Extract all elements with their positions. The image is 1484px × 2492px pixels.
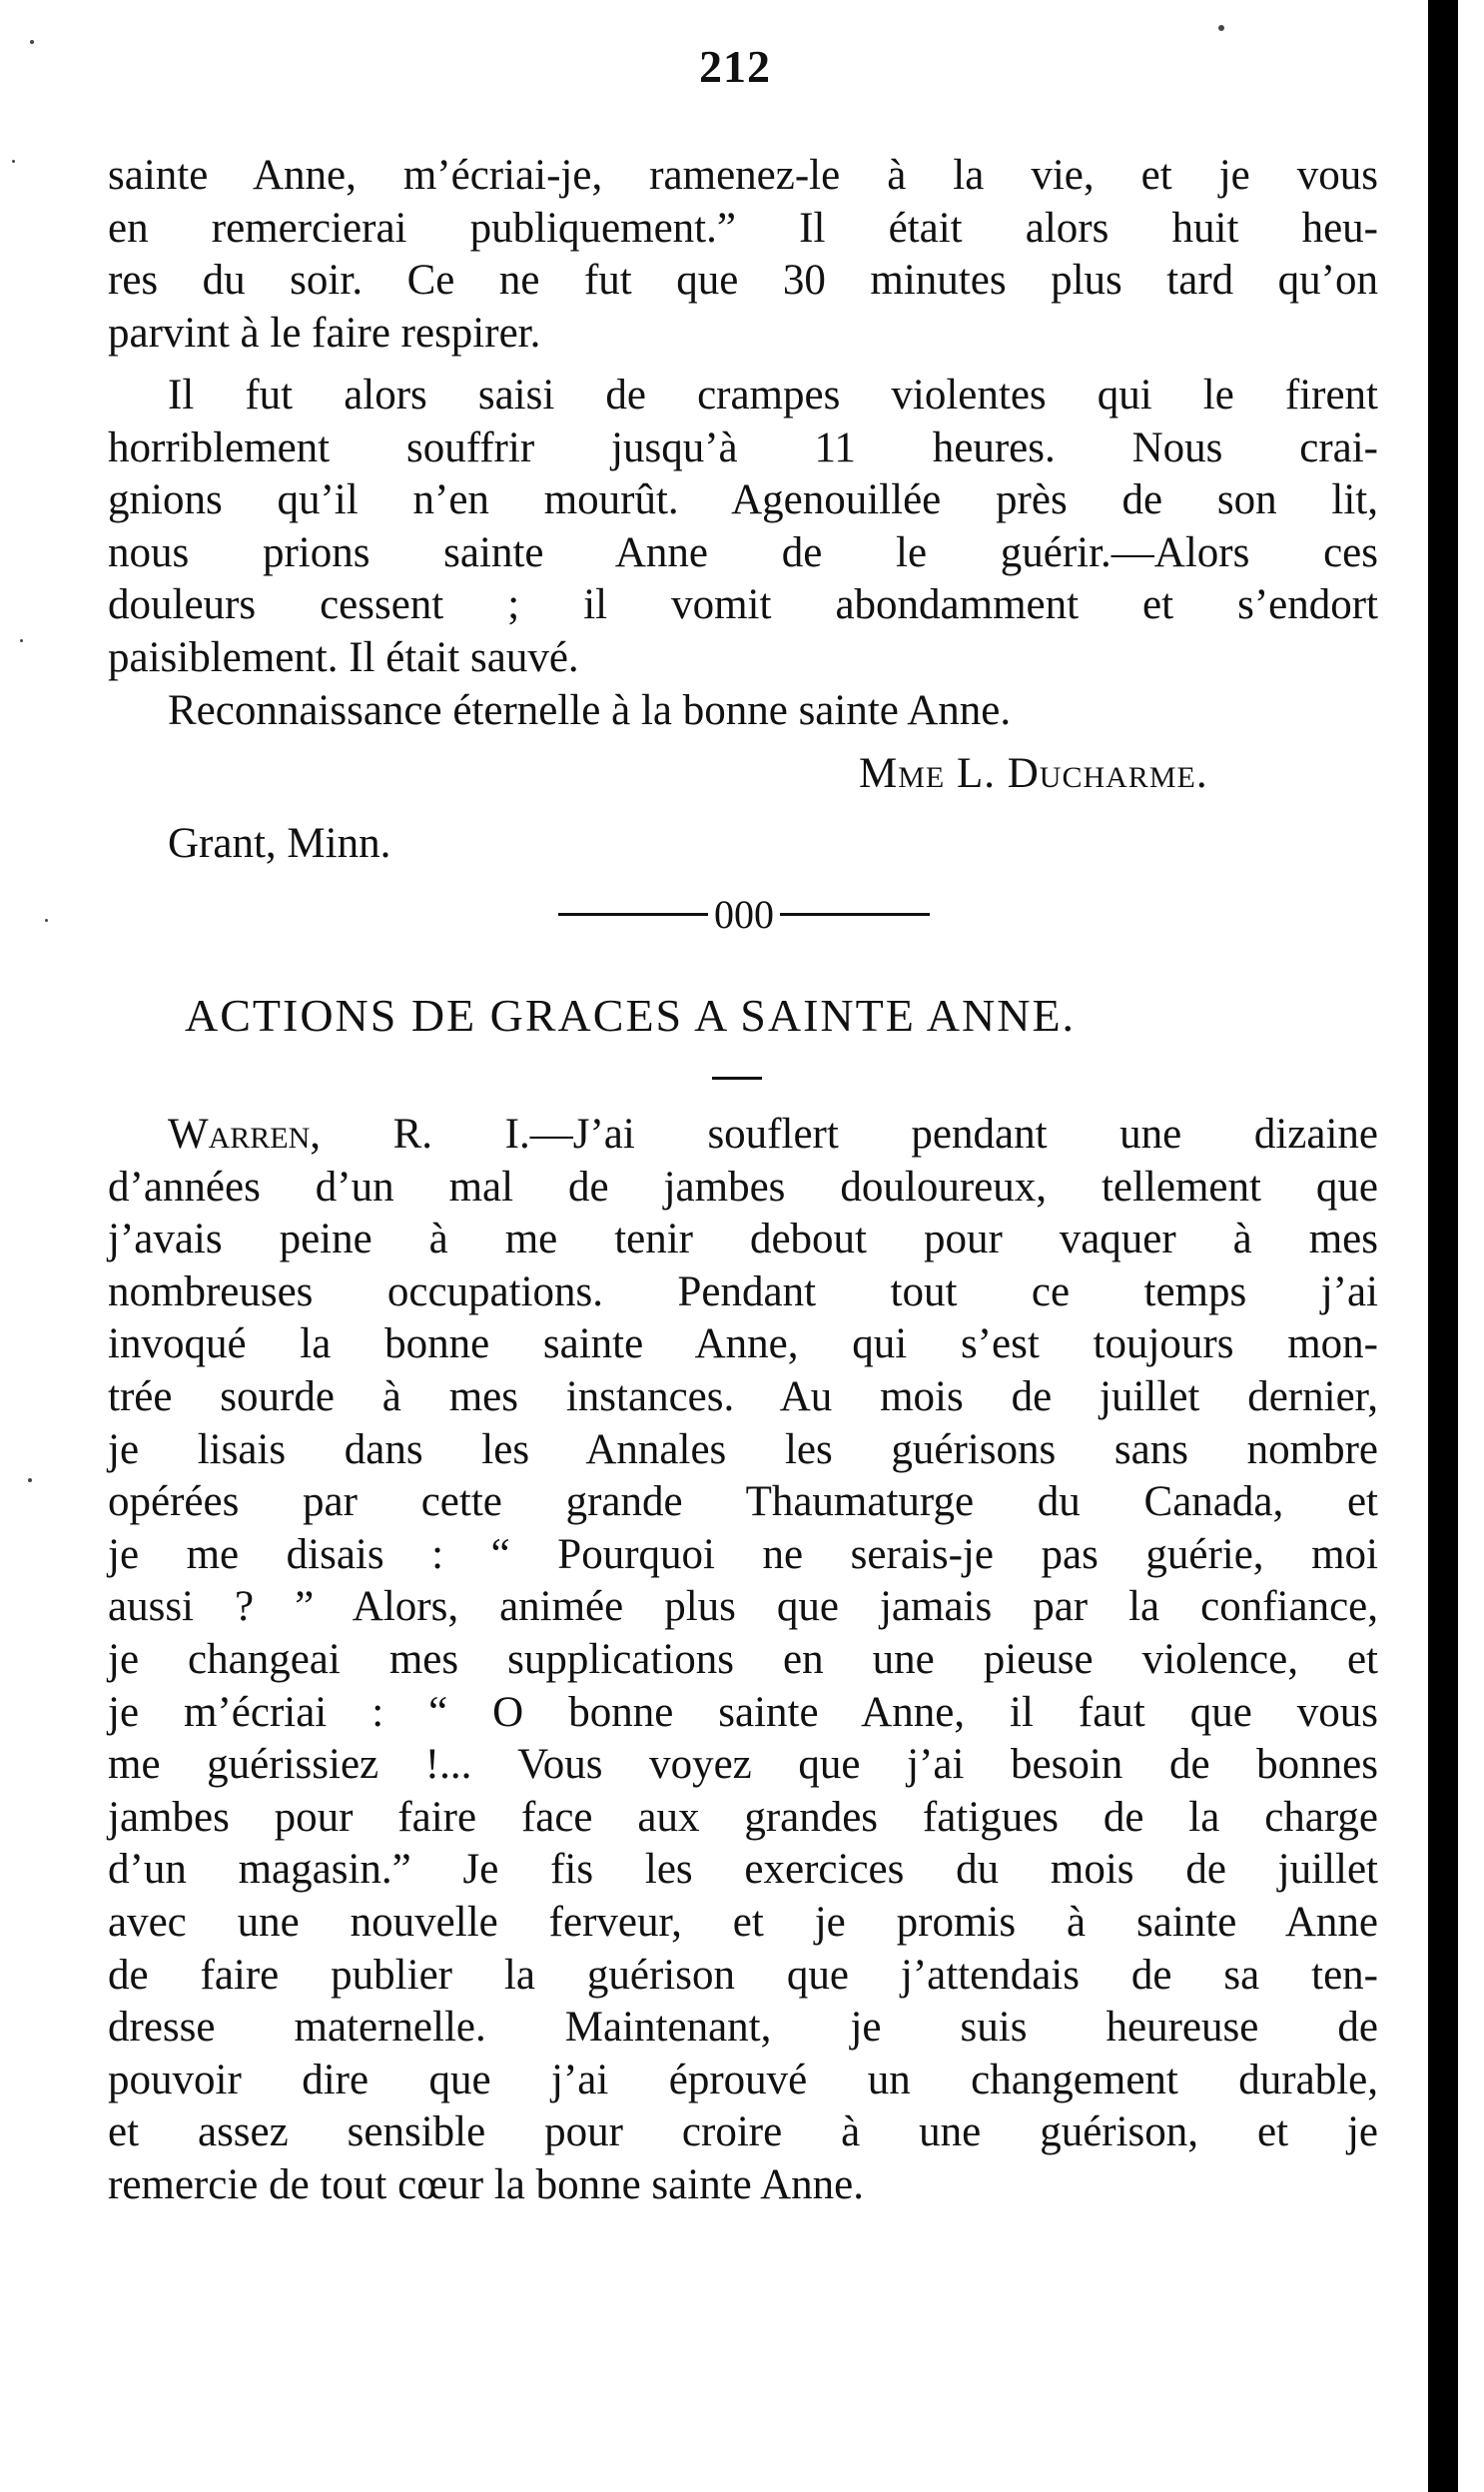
text-line: j’avais peine à me tenir debout pour vaquer à mes — [108, 1216, 1378, 1263]
text-line: je changeai mes supplications en une pieuse violence, et — [108, 1635, 1378, 1683]
text-line: sainte Anne, m’écriai-je, ramenez-le à la vie, et je vous — [108, 152, 1378, 199]
text-line — [108, 1109, 1378, 1162]
paragraph-1 — [108, 150, 1378, 360]
title-rule — [712, 1077, 762, 1080]
text-line: je me disais : “ Pourquoi ne serais-je pas guérie, moi — [108, 1530, 1378, 1578]
text-line: dresse maternelle. Maintenant, je suis heureuse de — [108, 2004, 1378, 2052]
text-line: douleurs cessent ; il vomit abondamment et s’endort — [108, 581, 1378, 629]
text-line: trée sourde à mes instances. Au mois de juillet dernier, — [108, 1372, 1378, 1420]
text-line: remercie de tout cœur la bonne sainte Anne. — [108, 2160, 864, 2208]
text-line: me guérissiez !... Vous voyez que j’ai besoin de bonnes — [108, 1741, 1378, 1789]
letter-body — [108, 1109, 1378, 2211]
section-title: ACTIONS DE GRACES A SAINTE ANNE. — [185, 990, 1077, 1041]
text-line: gnions qu’il n’en mourût. Agenouillée près de son lit, — [108, 476, 1378, 524]
paragraph-3 — [108, 685, 1378, 738]
text-line: de faire publier la guérison que j’attendais de sa ten- — [108, 1951, 1378, 1999]
text-line: d’années d’un mal de jambes douloureux, tellement que — [108, 1163, 1378, 1211]
text-line: je m’écriai : “ O bonne sainte Anne, il faut que vous — [108, 1688, 1378, 1736]
text-line: invoqué la bonne sainte Anne, qui s’est toujours mon- — [108, 1320, 1378, 1368]
place-name: Grant, Minn. — [168, 820, 391, 867]
text-line: paisiblement. Il était sauvé. — [108, 633, 579, 681]
page-number: 212 — [699, 41, 771, 92]
signature: Mme L. Ducharme. — [859, 750, 1208, 797]
text-line: en remercierai publiquement.” Il était alors huit heu- — [108, 204, 1378, 252]
text-line: aussi ? ” Alors, animée plus que jamais par la confiance, — [108, 1583, 1378, 1631]
text-line: Il fut alors saisi de crampes violentes qui le firent — [168, 372, 1378, 418]
text-line: res du soir. Ce ne fut que 30 minutes plus tard qu’on — [108, 257, 1378, 305]
text-line: pouvoir dire que j’ai éprouvé un changement durable, — [108, 2056, 1378, 2103]
scan-edge-bar — [1428, 0, 1458, 2492]
paragraph-2 — [108, 370, 1378, 685]
separator-rule-right — [780, 913, 930, 916]
text-line: avec une nouvelle ferveur, et je promis à sainte Anne — [108, 1898, 1378, 1946]
section-separator — [544, 889, 944, 939]
text-line: d’un magasin.” Je fis les exercices du mois de juillet — [108, 1846, 1378, 1894]
text-line: nous prions sainte Anne de le guérir.—Alors ces — [108, 528, 1378, 576]
separator-rule-left — [558, 913, 708, 916]
letter-first-line: —J’ai souflert pendant une dizaine — [529, 1111, 1378, 1158]
text-line: parvint à le faire respirer. — [108, 309, 541, 357]
separator-ornament: 000 — [714, 891, 774, 937]
text-line: Reconnaissance éternelle à la bonne sainte Anne. — [168, 687, 1012, 734]
letter-place-lead: Warren, R. I. — [168, 1111, 530, 1158]
text-line: je lisais dans les Annales les guérisons sans nombre — [108, 1425, 1378, 1473]
text-line: jambes pour faire face aux grandes fatigues de la charge — [108, 1793, 1378, 1841]
text-line: horriblement souffrir jusqu’à 11 heures. Nous crai- — [108, 423, 1378, 471]
text-line: opérées par cette grande Thaumaturge du Canada, et — [108, 1478, 1378, 1526]
text-line: et assez sensible pour croire à une guérison, et je — [108, 2108, 1378, 2156]
text-line: nombreuses occupations. Pendant tout ce temps j’ai — [108, 1267, 1378, 1315]
